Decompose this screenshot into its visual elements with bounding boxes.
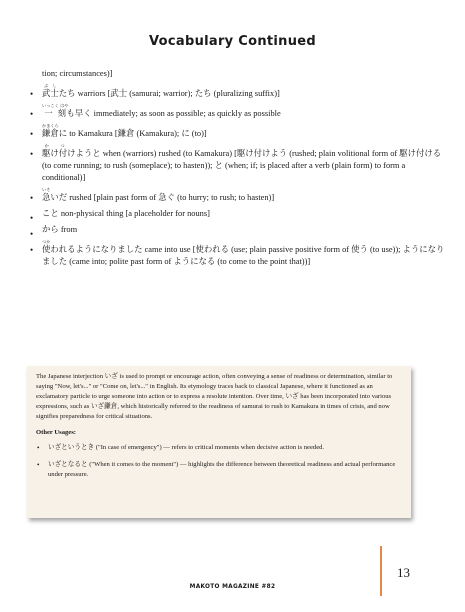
other-usages-heading: Other Usages:	[36, 429, 76, 436]
vocabulary-list	[30, 68, 450, 271]
vocab-term: こと	[42, 208, 59, 218]
vocab-definition: to Kamakura [鎌倉 (Kamakura); に (to)]	[67, 129, 207, 138]
vocab-term: から	[42, 224, 59, 234]
continued-text: tion; circumstances)]	[42, 69, 113, 78]
vocab-reading: いっこく はや	[42, 103, 69, 108]
page-title: Vocabulary Continued	[149, 34, 316, 49]
vocab-definition: immediately; as soon as possible; as quickly as possible	[91, 109, 281, 118]
magazine-footer: MAKOTO MAGAZINE #82	[189, 584, 276, 590]
vocab-term: • 駆け付か つけようと	[42, 143, 101, 158]
vocab-definition: rushed [plain past form of 急ぐ (to hurry; to rush; to hasten)]	[67, 193, 275, 202]
vocab-reading: か つ	[42, 143, 68, 148]
vocab-item	[30, 103, 450, 120]
vocab-definition: warriors [武士 (samurai; warrior); たち (pluralizing suffix)]	[75, 89, 280, 98]
vocab-definition: came into use [使われる (use; plain passive positive form of 使う (to use)); ようになりました (came into; polite past form of ようになる (to come to the point that))]	[42, 245, 445, 266]
vocab-item	[30, 187, 450, 204]
vocab-term: • 鎌倉かまくらに	[42, 123, 68, 138]
usage-item: • いざというとき ("In case of emergency") — refers to critical moments when decisive action is needed.	[36, 443, 402, 453]
usage-item: • いざとなると ("When it comes to the moment") — highlights the difference between theoretical readiness and actual performance under pressure.	[36, 460, 402, 480]
vocab-reading: いそ	[42, 187, 51, 192]
vocab-item	[30, 223, 450, 236]
vocab-item	[30, 143, 450, 184]
vocab-item	[30, 123, 450, 140]
vocab-definition: non-physical thing [a placeholder for nouns]	[58, 209, 210, 218]
vocab-term: • 武士ぶしたち	[42, 83, 76, 98]
vocab-term: • 使つかわれるようになりました	[42, 239, 143, 254]
note-paragraph: The Japanese interjection いざ is used to prompt or encourage action, often conveying a sense of readiness or determination, similar to saying "Now, let's..." or "Come on, let's..." in English. Its etymology traces back to classical Japanese, where it functioned as an exclamatory particle to urge someone into action or to express a resolute intention. Over time, いざ has been incorporated into various expressions, such as いざ鎌倉, which historically referred to the readiness of samurai to rush to Kamakura in times of crisis, and now signifies preparedness for critical situations.	[36, 373, 393, 420]
vocab-definition: from	[58, 225, 78, 234]
page-number: 13	[397, 565, 410, 580]
vocab-reading: ぶし	[42, 83, 59, 88]
vocab-term: • 一刻いっこく はやも早く	[42, 103, 92, 118]
vocab-item	[30, 83, 450, 100]
vocab-reading: つか	[42, 239, 51, 244]
footer-divider	[380, 546, 382, 596]
vocab-item	[30, 239, 450, 268]
vocab-definition: when (warriors) rushed (to Kamakura) [駆け付けよう (rushed; plain volitional form of 駆け付ける (to come running; to rush (someplace); to hasten)); と (when; if; is placed after a verb (plain form) to form a conditional)]	[42, 149, 442, 182]
note-box	[27, 366, 411, 518]
vocab-reading: かまくら	[42, 123, 59, 128]
vocab-item	[30, 207, 450, 220]
vocab-term: • 急いそいだ	[42, 187, 68, 202]
